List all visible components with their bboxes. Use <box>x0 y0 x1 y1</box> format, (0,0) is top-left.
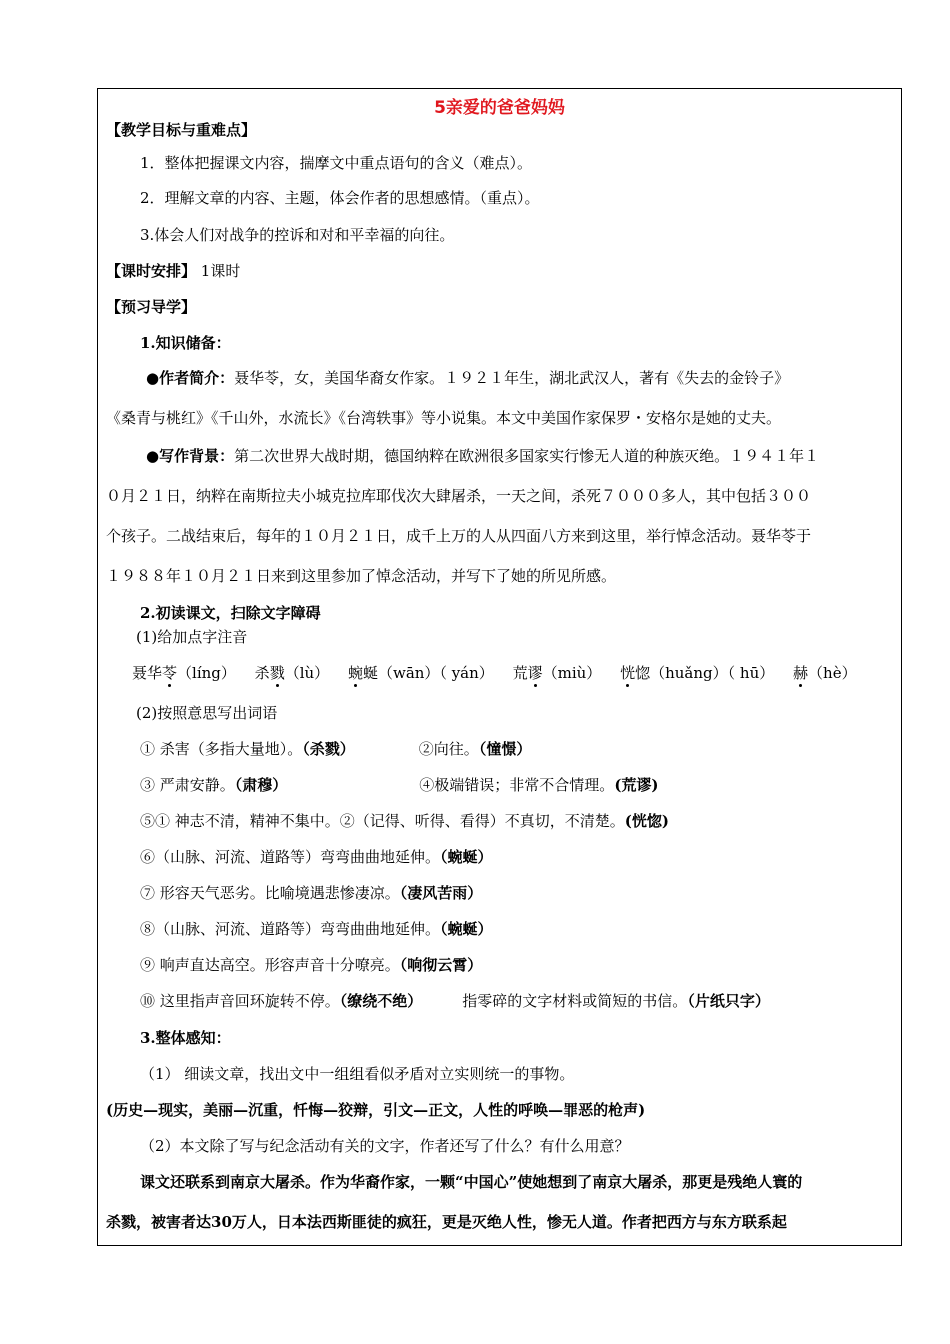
word-item-2: ③ 严肃安静。（肃穆） ④极端错误；非常不合情理。(荒谬) <box>140 776 659 794</box>
preview-header: 【预习导学】 <box>106 298 197 316</box>
schedule-line <box>106 262 240 280</box>
author-intro-line-1: ●作者简介：聂华苓，女，美国华裔女作家。１９２１年生，湖北武汉人，著有《失去的金铃子》 <box>146 369 790 387</box>
reading-heading: 2.初读课文，扫除文字障碍 <box>140 604 321 622</box>
answer-1: (历史—现实，美丽—沉重，忏悔—狡辩，引文—正文，人性的呼唤—罪恶的枪声) <box>106 1101 646 1119</box>
word-item-4: ⑥（山脉、河流、道路等）弯弯曲曲地延伸。（蜿蜒） <box>140 848 493 866</box>
pinyin-subheading: (1)给加点字注音 <box>136 628 248 646</box>
answer-2-line-1: 课文还联系到南京大屠杀。作为华裔作家，一颗“中国心”使她想到了南京大屠杀，那更是残绝人寰的 <box>140 1173 803 1191</box>
overall-heading: 3.整体感知： <box>140 1029 231 1047</box>
pinyin-item: 恍惚（huǎng） <box>620 664 728 682</box>
page-title: 5亲爱的爸爸妈妈 <box>434 98 565 118</box>
pinyin-item: （ hū） <box>727 664 775 682</box>
answer-2-line-2: 杀戮，被害者达30万人，日本法西斯匪徒的疯狂，更是灭绝人性，惨无人道。作者把西方与东方联系起 <box>106 1213 787 1231</box>
word-item-3: ⑤① 神志不清，精神不集中。②（记得、听得、看得）不真切，不清楚。(恍惚) <box>140 812 669 830</box>
question-1: （1） 细读文章，找出文中一组组看似矛盾对立实则统一的事物。 <box>140 1065 575 1083</box>
word-item-5: ⑦ 形容天气恶劣。比喻境遇悲惨凄凉。（凄风苦雨） <box>140 884 483 902</box>
background-line-3: 个孩子。二战结束后，每年的１０月２１日，成千上万的人从四面八方来到这里，举行悼念活动。聂华苓于 <box>106 527 812 545</box>
goal-item-1: 1．整体把握课文内容，揣摩文中重点语句的含义（难点）。 <box>140 154 533 172</box>
pinyin-item: 杀戮（lù） <box>254 664 330 682</box>
pinyin-item: 蜿蜒（wān） <box>347 664 440 682</box>
knowledge-heading: 1.知识储备： <box>140 334 231 352</box>
pinyin-item: 赫（hè） <box>793 664 857 682</box>
question-2: （2）本文除了写与纪念活动有关的文字，作者还写了什么？有什么用意？ <box>140 1137 630 1155</box>
schedule-value: 1课时 <box>200 262 241 280</box>
author-intro-label: ●作者简介： <box>146 369 235 387</box>
background-line-1: ●写作背景：第二次世界大战时期，德国纳粹在欧洲很多国家实行惨无人道的种族灭绝。１９４１年１ <box>146 447 820 465</box>
pinyin-item: 荒谬（miù） <box>512 664 602 682</box>
word-item-8: ⑩ 这里指声音回环旋转不停。（缭绕不绝） 指零碎的文字材料或简短的书信。（片纸只字） <box>140 992 770 1010</box>
background-label: ●写作背景： <box>146 447 235 465</box>
word-item-7: ⑨ 响声直达高空。形容声音十分嘹亮。（响彻云霄） <box>140 956 483 974</box>
words-subheading: (2)按照意思写出词语 <box>136 704 278 722</box>
goal-item-2: 2．理解文章的内容、主题，体会作者的思想感情。（重点）。 <box>140 189 540 207</box>
background-line-4: １９８８年１０月２１日来到这里参加了悼念活动，并写下了她的所见所感。 <box>106 567 617 585</box>
pinyin-row <box>132 664 857 682</box>
background-line-2: ０月２１日，纳粹在南斯拉夫小城克拉库耶伐次大肆屠杀，一天之间，杀死７０００多人，其中包括３００ <box>106 487 812 505</box>
pinyin-item: （ yán） <box>439 664 494 682</box>
pinyin-item: 聂华苓（líng） <box>132 664 236 682</box>
schedule-header: 【课时安排】 <box>106 262 197 280</box>
document-frame <box>97 88 902 1246</box>
word-item-1: ① 杀害（多指大量地）。（杀戮） ②向往。（憧憬） <box>140 740 532 758</box>
author-intro-line-2: 《桑青与桃红》《千山外，水流长》《台湾轶事》等小说集。本文中美国作家保罗・安格尔是她的丈夫。 <box>106 409 782 427</box>
goals-header: 【教学目标与重难点】 <box>106 121 257 139</box>
goal-item-3: 3.体会人们对战争的控诉和对和平幸福的向往。 <box>140 226 455 244</box>
word-item-6: ⑧（山脉、河流、道路等）弯弯曲曲地延伸。（蜿蜒） <box>140 920 493 938</box>
